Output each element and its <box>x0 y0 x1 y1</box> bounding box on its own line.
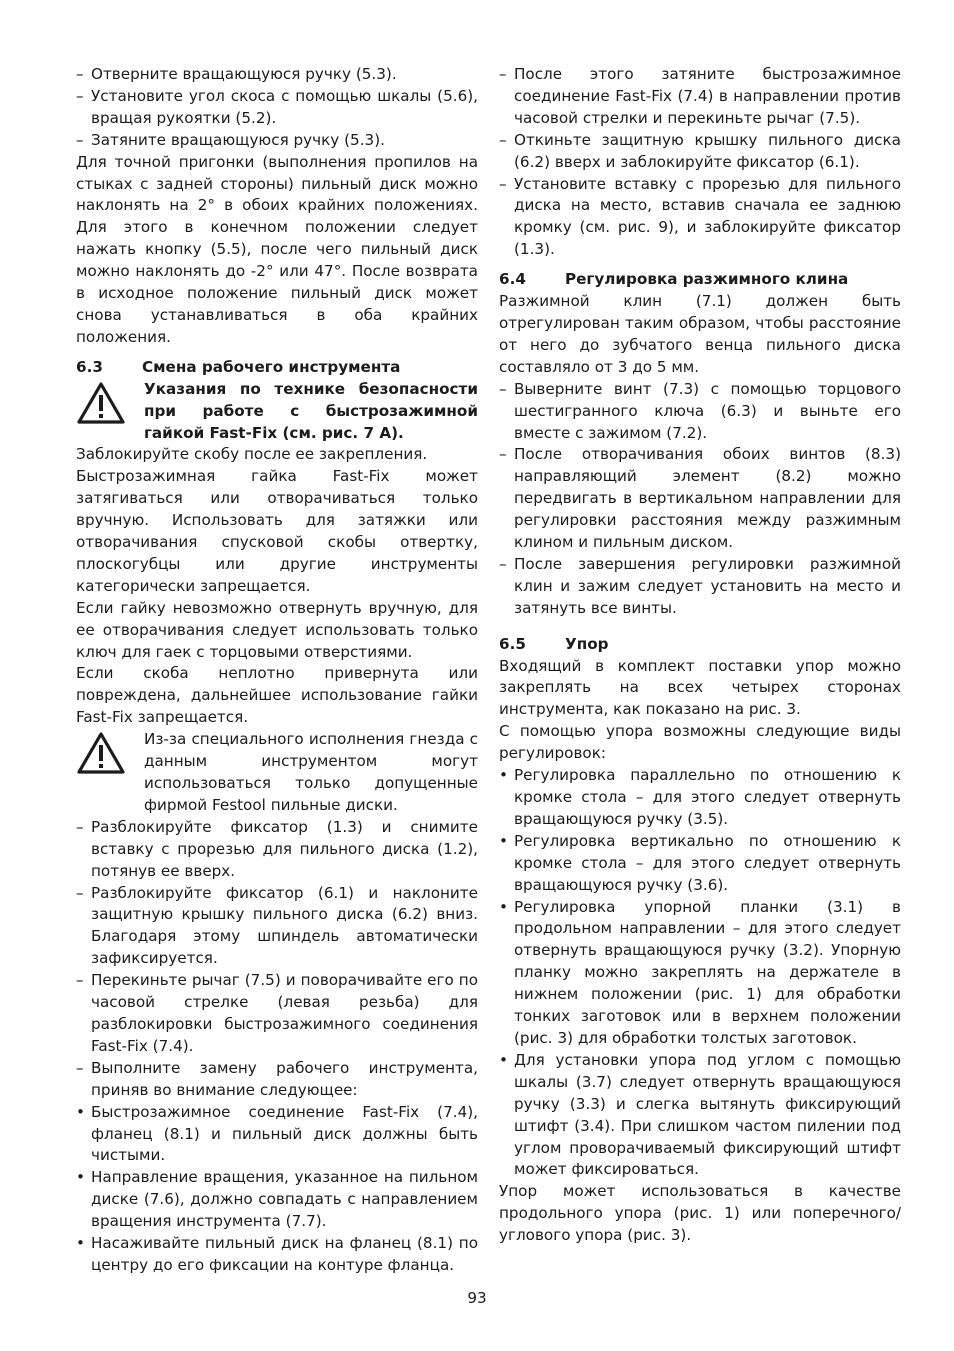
list-item: – Откиньте защитную крышку пильного диска (6.2) вверх и заблокируйте фиксатор (6.1). <box>499 130 901 171</box>
list-item: – Установите угол скоса с помощью шкалы (5.6), вращая рукоятки (5.2). <box>76 86 478 127</box>
list-item: – После этого затяните быстрозажимное соединение Fast-Fix (7.4) в направлении против часовой стрелки и перекиньте рычаг (7.5). <box>499 65 901 127</box>
list-item: – Выполните замену рабочего инструмента, приняв во внимание следующее: <box>76 1058 478 1099</box>
paragraph: С помощью упора возможны следующие виды регулировок: <box>499 722 901 763</box>
list-item: – После отворачивания обоих винтов (8.3) направляющий элемент (8.2) можно передвигать в вертикальном направлении для регулировки расстояния между разжимным клином и пильным диском. <box>499 445 901 552</box>
paragraph: Если гайку невозможно отвернуть вручную, для ее отворачивания следует использовать только ключ для гаек с торцовыми отверстиями. <box>76 598 478 661</box>
paragraph: Для точной пригонки (выполнения пропилов на стыках с задней стороны) пильный диск можно наклонять на 2° в обоих крайних положениях. Для этого в конечном положении следует нажать кнопку (5.5), после чего пильный диск можно наклонять до -2° или 47°. После возврата в исходное положение пильный диск может снова устанавливаться в оба крайних положения. <box>76 152 478 346</box>
list-item: – После завершения регулировки разжимной клин и зажим следует установить на место и затянуть все винты. <box>499 554 901 617</box>
list-item: – Отверните вращающуюся ручку (5.3). <box>76 65 397 83</box>
bullet-item: • Регулировка параллельно по отношению к кромке стола – для этого следует отвернуть вращающуюся ручку (3.5). <box>499 766 901 828</box>
list-item: – Разблокируйте фиксатор (6.1) и наклоните защитную крышку пильного диска (6.2) вниз. Благодаря этому шпиндель автоматически зафиксируется. <box>76 883 478 968</box>
warning-text: Из-за специального исполнения гнезда с данным инструментом могут использоваться только допущенные фирмой Festool пильные диски. <box>144 730 478 814</box>
section-heading-6-3 <box>76 357 478 379</box>
bullet-item: • Быстрозажимное соединение Fast-Fix (7.4), фланец (8.1) и пильный диск должны быть чистыми. <box>76 1102 478 1165</box>
paragraph: Разжимной клин (7.1) должен быть отрегулирован таким образом, чтобы расстояние от него до зубчатого венца пильного диска составляло от 3 до 5 мм. <box>499 292 901 376</box>
section-title: Смена рабочего инструмента <box>142 357 401 376</box>
paragraph: Быстрозажимная гайка Fast-Fix может затягиваться или отворачиваться только вручную. Использовать для затяжки или отворачивания спусковой скобы отвертку, плоскогубцы или другие инструменты категорически запрещается. <box>76 467 478 595</box>
right-column <box>499 64 901 1247</box>
bullet-item: • Направление вращения, указанное на пильном диске (7.6), должно совпадать с направлением вращения инструмента (7.7). <box>76 1168 478 1231</box>
list-item: – Перекиньте рычаг (7.5) и поворачивайте его по часовой стрелке (левая резьба) для разблокировки быстрозажимного соединения Fast-Fix (7.4). <box>76 971 478 1055</box>
section-title: Упор <box>565 634 609 653</box>
left-column <box>76 64 478 1277</box>
section-title: Регулировка разжимного клина <box>565 270 849 289</box>
list-item: – Выверните винт (7.3) с помощью торцового шестигранного ключа (6.3) и выньте его вместе с зажимом (7.2). <box>499 379 901 442</box>
paragraph: Упор может использоваться в качестве продольного упора (рис. 1) или поперечного/углового упора (рис. 3). <box>499 1182 901 1245</box>
bullet-item: • Для установки упора под углом с помощью шкалы (3.7) следует отвернуть вращающуюся ручку (3.3) и слегка вытянуть фиксирующий штифт (3.4). При слишком частом пилении под углом проворачиваемый фиксирующий штифт может фиксироваться. <box>499 1050 901 1179</box>
bullet-item: • Регулировка вертикально по отношению к кромке стола – для этого следует отвернуть вращающуюся ручку (3.6). <box>499 831 901 894</box>
warning-triangle-icon <box>76 379 144 445</box>
warning-triangle-icon <box>76 729 144 817</box>
bullet-item: • Насаживайте пильный диск на фланец (8.1) по центру до его фиксации на контуре фланца. <box>76 1234 478 1274</box>
paragraph: Заблокируйте скобу после ее закрепления. <box>76 445 428 464</box>
paragraph: Входящий в комплект поставки упор можно закреплять на всех четырех сторонах инструмента, как показано на рис. 3. <box>499 656 901 719</box>
page-number: 93 <box>467 1289 487 1307</box>
section-heading-6-5 <box>499 634 901 656</box>
bullet-item: • Регулировка упорной планки (3.1) в продольном направлении – для этого следует отвернуть вращающуюся ручку (3.2). Упорную планку можно закреплять на держателе в нижнем положении (рис. 1) для обработки тонких заготовок или в верхнем положении (рис. 3) для обработки толстых заготовок. <box>499 897 901 1047</box>
paragraph: Если скоба неплотно привернута или повреждена, дальнейшее использование гайки Fast-Fix запрещается. <box>76 664 478 727</box>
list-item: – Затяните вращающуюся ручку (5.3). <box>76 130 385 149</box>
section-number: 6.4 <box>499 270 526 289</box>
blade-warning <box>76 729 478 817</box>
section-heading-6-4 <box>499 269 901 291</box>
warning-title: Указания по технике безопасности при работе с быстрозажимной гайкой Fast-Fix (см. рис. 7 A). <box>144 379 478 442</box>
list-item: – Разблокируйте фиксатор (1.3) и снимите вставку с прорезью для пильного диска (1.2), потянув ее вверх. <box>76 817 478 880</box>
section-number: 6.5 <box>499 634 526 653</box>
section-number: 6.3 <box>76 357 103 376</box>
safety-warning <box>76 379 478 445</box>
list-item: – Установите вставку с прорезью для пильного диска на место, вставив сначала ее заднюю кромку (см. рис. 9), и заблокируйте фиксатор (1.3). <box>499 174 901 259</box>
